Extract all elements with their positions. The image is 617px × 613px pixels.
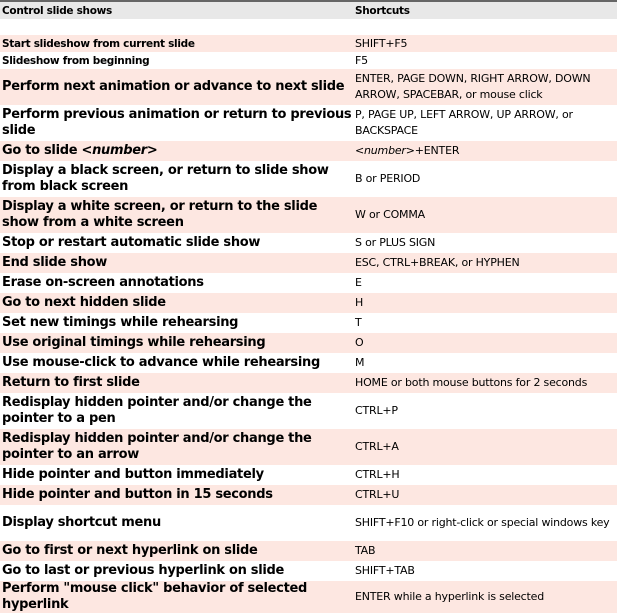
action-text: Perform "mouse click" behavior of selected hyperlink [2, 581, 308, 612]
shortcut-text: T [355, 316, 362, 329]
table-row [0, 581, 617, 613]
shortcut-cell [353, 197, 617, 233]
shortcut-cell [353, 485, 617, 505]
table-row [0, 333, 617, 353]
action-text: Set new timings while rehearsing [2, 315, 239, 330]
action-cell [0, 273, 353, 293]
action-text: Go to last or previous hyperlink on slide [2, 563, 285, 578]
shortcut-text: SHIFT+TAB [355, 564, 415, 577]
action-cell [0, 253, 353, 273]
shortcut-text: SHIFT+F10 or right-click or special windows key [355, 516, 610, 529]
action-text: Display shortcut menu [2, 515, 161, 530]
shortcut-cell [353, 541, 617, 561]
action-cell [0, 313, 353, 333]
table-row [0, 197, 617, 233]
action-cell [0, 69, 353, 105]
action-cell [0, 393, 353, 429]
table-row [0, 69, 617, 105]
action-cell [0, 505, 353, 541]
shortcut-text: ESC, CTRL+BREAK, or HYPHEN [355, 256, 520, 269]
action-cell [0, 35, 353, 52]
table-row [0, 505, 617, 541]
table-row [0, 561, 617, 581]
shortcut-text: SHIFT+F5 [355, 36, 408, 50]
action-cell [0, 233, 353, 253]
shortcut-text: CTRL+P [355, 404, 398, 417]
action-text: Perform previous animation or return to previous slide [2, 107, 352, 138]
action-text: Hide pointer and button in 15 seconds [2, 487, 273, 502]
table-row [0, 541, 617, 561]
shortcut-cell [353, 105, 617, 141]
shortcut-cell [353, 52, 617, 69]
shortcut-text: S or PLUS SIGN [355, 236, 436, 249]
blank-row [0, 19, 617, 35]
shortcut-cell [353, 233, 617, 253]
action-cell [0, 373, 353, 393]
shortcut-placeholder: <number> [355, 144, 415, 157]
action-text: Slideshow from beginning [2, 54, 150, 67]
shortcut-text: O [355, 336, 364, 349]
table-row [0, 373, 617, 393]
shortcut-cell [353, 161, 617, 197]
shortcut-cell [353, 69, 617, 105]
shortcut-text: H [355, 296, 364, 309]
shortcut-cell [353, 393, 617, 429]
action-cell [0, 581, 353, 613]
shortcut-text: E [355, 276, 362, 289]
table-row [0, 465, 617, 485]
action-text: Go to slide [2, 143, 82, 158]
action-cell [0, 52, 353, 69]
shortcut-cell [353, 35, 617, 52]
shortcut-text: W or COMMA [355, 208, 425, 221]
table-row [0, 353, 617, 373]
shortcut-text: P, PAGE UP, LEFT ARROW, UP ARROW, or BACKSPACE [355, 108, 573, 137]
table-row [0, 485, 617, 505]
shortcut-cell [353, 141, 617, 161]
shortcut-text: HOME or both mouse buttons for 2 seconds [355, 376, 588, 389]
table-row [0, 35, 617, 52]
action-text: Return to first slide [2, 375, 140, 390]
shortcut-text: F5 [355, 53, 368, 67]
table-row [0, 273, 617, 293]
shortcut-cell [353, 561, 617, 581]
action-text: Perform next animation or advance to next slide [2, 79, 345, 94]
shortcut-text: M [355, 356, 365, 369]
action-placeholder: <number> [81, 143, 158, 158]
action-cell [0, 561, 353, 581]
table-row [0, 141, 617, 161]
action-cell [0, 161, 353, 197]
action-cell [0, 141, 353, 161]
table-row [0, 105, 617, 141]
shortcut-text: CTRL+U [355, 488, 400, 501]
table-header [0, 1, 617, 19]
shortcut-cell [353, 429, 617, 465]
table-row [0, 52, 617, 69]
action-text: Redisplay hidden pointer and/or change the pointer to a pen [2, 395, 312, 426]
header-shortcut: Shortcuts [353, 1, 617, 19]
table-row [0, 313, 617, 333]
action-text: Redisplay hidden pointer and/or change the pointer to an arrow [2, 431, 312, 462]
shortcut-text: B or PERIOD [355, 172, 421, 185]
action-cell [0, 429, 353, 465]
shortcut-text: +ENTER [414, 144, 460, 157]
shortcut-cell [353, 465, 617, 485]
action-cell [0, 465, 353, 485]
table-row [0, 161, 617, 197]
action-text: Start slideshow from current slide [2, 37, 195, 50]
action-cell [0, 293, 353, 313]
action-text: Display a black screen, or return to slide show from black screen [2, 163, 329, 194]
table-row [0, 393, 617, 429]
action-cell [0, 333, 353, 353]
action-text: Stop or restart automatic slide show [2, 235, 261, 250]
action-text: Use mouse-click to advance while rehearsing [2, 355, 320, 370]
shortcut-cell [353, 313, 617, 333]
shortcut-text: TAB [355, 544, 376, 557]
shortcut-text: CTRL+A [355, 440, 399, 453]
shortcut-cell [353, 273, 617, 293]
shortcut-text: ENTER while a hyperlink is selected [355, 590, 544, 603]
table-row [0, 233, 617, 253]
action-cell [0, 541, 353, 561]
shortcut-cell [353, 253, 617, 273]
action-text: End slide show [2, 255, 107, 270]
action-text: Go to first or next hyperlink on slide [2, 543, 258, 558]
action-text: Use original timings while rehearsing [2, 335, 266, 350]
action-text: Go to next hidden slide [2, 295, 166, 310]
table-row [0, 429, 617, 465]
shortcut-text: ENTER, PAGE DOWN, RIGHT ARROW, DOWN ARROW, SPACEBAR, or mouse click [355, 72, 591, 101]
shortcut-cell [353, 293, 617, 313]
table-row [0, 253, 617, 273]
shortcut-cell [353, 333, 617, 353]
action-cell [0, 353, 353, 373]
action-cell [0, 485, 353, 505]
shortcut-text: CTRL+H [355, 468, 400, 481]
action-cell [0, 197, 353, 233]
shortcut-cell [353, 373, 617, 393]
shortcut-cell [353, 581, 617, 613]
table-row [0, 293, 617, 313]
header-action: Control slide shows [0, 1, 353, 19]
shortcut-cell [353, 353, 617, 373]
action-cell [0, 105, 353, 141]
action-text: Erase on-screen annotations [2, 275, 204, 290]
action-text: Display a white screen, or return to the slide show from a white screen [2, 199, 318, 230]
action-text: Hide pointer and button immediately [2, 467, 264, 482]
shortcut-cell [353, 505, 617, 541]
